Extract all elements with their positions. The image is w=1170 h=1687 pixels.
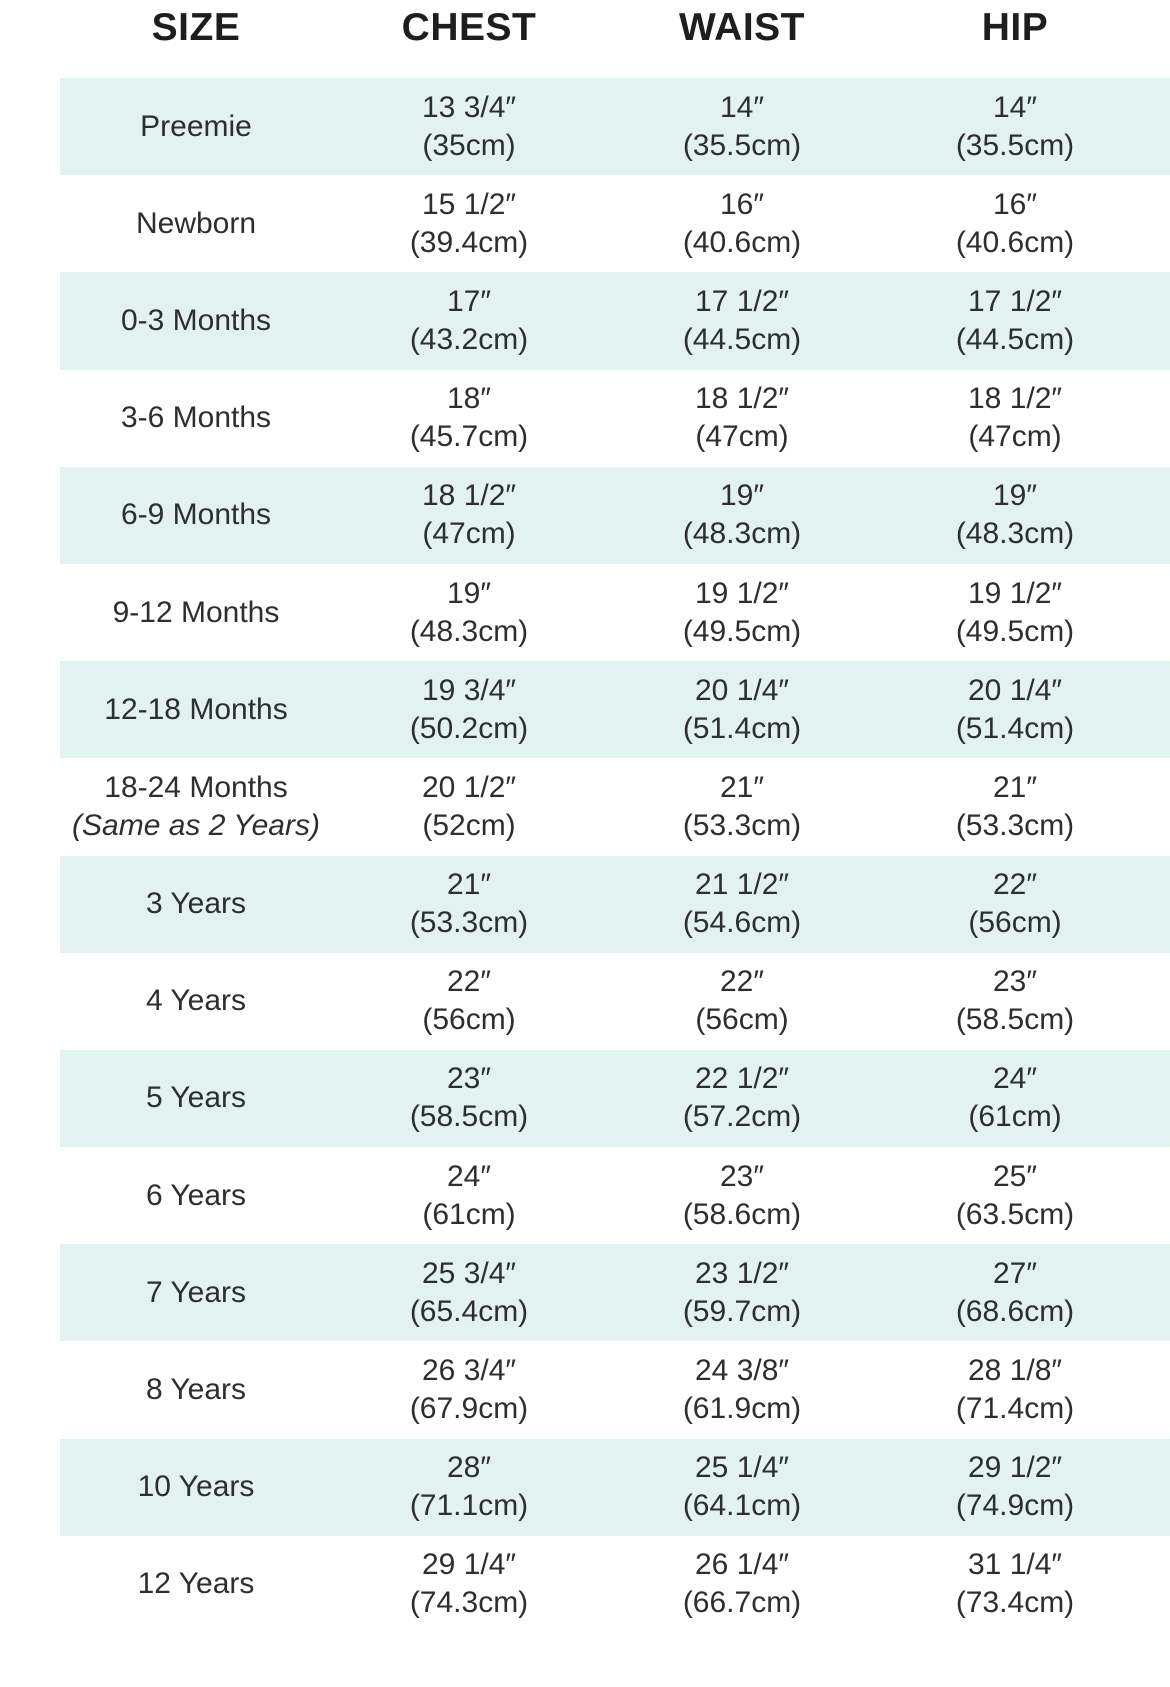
size-cell	[60, 370, 332, 467]
size-label: 0-3 Months	[120, 303, 272, 337]
chest-inches: 23″	[447, 1062, 491, 1096]
waist-cell	[606, 272, 878, 369]
size-label: 18-24 Months	[104, 770, 288, 804]
chest-inches: 29 1/4″	[421, 1548, 517, 1582]
chest-cm: (35cm)	[422, 128, 516, 162]
chest-inches: 21″	[447, 868, 491, 902]
waist-inches: 18 1/2″	[694, 382, 790, 416]
hip-cm: (44.5cm)	[955, 322, 1075, 356]
table-row	[60, 953, 1170, 1050]
size-cell	[60, 661, 332, 758]
size-chart-table	[60, 78, 1170, 1633]
chest-cell	[333, 758, 605, 855]
waist-cm: (57.2cm)	[682, 1100, 802, 1134]
hip-cm: (53.3cm)	[955, 808, 1075, 842]
chest-cell	[333, 272, 605, 369]
chest-cell	[333, 1439, 605, 1536]
hip-inches: 17 1/2″	[967, 284, 1063, 318]
waist-inches: 19 1/2″	[694, 576, 790, 610]
waist-cell	[606, 1536, 878, 1633]
table-row	[60, 78, 1170, 175]
size-cell	[60, 1244, 332, 1341]
size-label: 6 Years	[145, 1178, 247, 1212]
table-row	[60, 467, 1170, 564]
header-waist: WAIST	[679, 6, 805, 49]
hip-inches: 29 1/2″	[967, 1451, 1063, 1485]
hip-cell	[879, 758, 1151, 855]
waist-inches: 17 1/2″	[694, 284, 790, 318]
chest-cm: (43.2cm)	[409, 322, 529, 356]
chest-inches: 13 3/4″	[421, 90, 517, 124]
waist-cm: (58.6cm)	[682, 1197, 802, 1231]
hip-cm: (61cm)	[968, 1100, 1062, 1134]
hip-cm: (74.9cm)	[955, 1489, 1075, 1523]
waist-cell	[606, 1147, 878, 1244]
size-cell	[60, 1050, 332, 1147]
hip-inches: 16″	[993, 187, 1037, 221]
chest-cm: (48.3cm)	[409, 614, 529, 648]
size-cell	[60, 953, 332, 1050]
waist-cell	[606, 564, 878, 661]
hip-inches: 24″	[993, 1062, 1037, 1096]
waist-cell	[606, 758, 878, 855]
hip-inches: 23″	[993, 965, 1037, 999]
waist-cm: (53.3cm)	[682, 808, 802, 842]
table-row	[60, 1147, 1170, 1244]
waist-cell	[606, 1439, 878, 1536]
table-row	[60, 175, 1170, 272]
waist-cm: (66.7cm)	[682, 1586, 802, 1620]
hip-cm: (51.4cm)	[955, 711, 1075, 745]
chest-cm: (58.5cm)	[409, 1100, 529, 1134]
size-cell	[60, 272, 332, 369]
hip-cell	[879, 1341, 1151, 1438]
hip-cell	[879, 1147, 1151, 1244]
waist-cm: (40.6cm)	[682, 225, 802, 259]
waist-inches: 14″	[720, 90, 764, 124]
waist-cm: (59.7cm)	[682, 1294, 802, 1328]
hip-inches: 22″	[993, 868, 1037, 902]
hip-cm: (73.4cm)	[955, 1586, 1075, 1620]
chest-cm: (65.4cm)	[409, 1294, 529, 1328]
waist-cell	[606, 1050, 878, 1147]
size-cell	[60, 1439, 332, 1536]
header-size: SIZE	[151, 6, 241, 49]
chest-cell	[333, 564, 605, 661]
chest-cell	[333, 467, 605, 564]
table-row	[60, 1050, 1170, 1147]
hip-cell	[879, 1050, 1151, 1147]
hip-cell	[879, 1439, 1151, 1536]
chest-inches: 22″	[447, 965, 491, 999]
hip-cm: (49.5cm)	[955, 614, 1075, 648]
hip-cm: (58.5cm)	[955, 1003, 1075, 1037]
hip-cell	[879, 564, 1151, 661]
chest-cm: (47cm)	[422, 517, 516, 551]
size-cell	[60, 1147, 332, 1244]
hip-cm: (68.6cm)	[955, 1294, 1075, 1328]
waist-inches: 21 1/2″	[694, 868, 790, 902]
hip-cell	[879, 1244, 1151, 1341]
chest-inches: 28″	[447, 1451, 491, 1485]
waist-inches: 26 1/4″	[694, 1548, 790, 1582]
hip-inches: 14″	[993, 90, 1037, 124]
hip-cell	[879, 467, 1151, 564]
size-label: 6-9 Months	[120, 498, 272, 532]
chest-inches: 18″	[447, 382, 491, 416]
table-row	[60, 1439, 1170, 1536]
hip-cell	[879, 78, 1151, 175]
hip-cell	[879, 661, 1151, 758]
size-label: Newborn	[135, 206, 257, 240]
hip-inches: 31 1/4″	[967, 1548, 1063, 1582]
waist-cell	[606, 370, 878, 467]
waist-cm: (47cm)	[695, 420, 789, 454]
chest-inches: 25 3/4″	[421, 1256, 517, 1290]
hip-cm: (35.5cm)	[955, 128, 1075, 162]
waist-cell	[606, 1341, 878, 1438]
hip-inches: 19″	[993, 479, 1037, 513]
chest-cell	[333, 1147, 605, 1244]
hip-inches: 19 1/2″	[967, 576, 1063, 610]
size-label: 12 Years	[137, 1567, 255, 1601]
chest-cell	[333, 856, 605, 953]
size-label: 10 Years	[137, 1470, 255, 1504]
waist-inches: 22 1/2″	[694, 1062, 790, 1096]
chest-cell	[333, 78, 605, 175]
size-label: 3-6 Months	[120, 401, 272, 435]
waist-inches: 23 1/2″	[694, 1256, 790, 1290]
hip-inches: 20 1/4″	[967, 673, 1063, 707]
size-label: 7 Years	[145, 1275, 247, 1309]
header-hip: HIP	[981, 6, 1049, 49]
waist-cm: (64.1cm)	[682, 1489, 802, 1523]
waist-inches: 20 1/4″	[694, 673, 790, 707]
waist-inches: 16″	[720, 187, 764, 221]
table-row	[60, 272, 1170, 369]
waist-cm: (51.4cm)	[682, 711, 802, 745]
table-row	[60, 564, 1170, 661]
table-row	[60, 1341, 1170, 1438]
size-label: 8 Years	[145, 1373, 247, 1407]
table-header	[0, 0, 1170, 58]
size-label: 3 Years	[145, 887, 247, 921]
size-label: 12-18 Months	[104, 692, 288, 726]
chest-inches: 26 3/4″	[421, 1354, 517, 1388]
chest-cell	[333, 1536, 605, 1633]
size-label: Preemie	[140, 109, 252, 143]
waist-inches: 24 3/8″	[694, 1354, 790, 1388]
chest-cell	[333, 661, 605, 758]
size-label: 4 Years	[145, 984, 247, 1018]
hip-cell	[879, 1536, 1151, 1633]
hip-cm: (71.4cm)	[955, 1392, 1075, 1426]
table-row	[60, 370, 1170, 467]
chest-cell	[333, 953, 605, 1050]
chest-cell	[333, 1341, 605, 1438]
hip-cell	[879, 272, 1151, 369]
hip-cm: (56cm)	[968, 906, 1062, 940]
waist-cm: (54.6cm)	[682, 906, 802, 940]
table-row	[60, 1244, 1170, 1341]
chest-cell	[333, 175, 605, 272]
waist-inches: 22″	[720, 965, 764, 999]
size-cell	[60, 1536, 332, 1633]
chest-cell	[333, 370, 605, 467]
waist-cm: (49.5cm)	[682, 614, 802, 648]
waist-cell	[606, 661, 878, 758]
waist-cell	[606, 1244, 878, 1341]
chest-cm: (39.4cm)	[409, 225, 529, 259]
size-label: 9-12 Months	[112, 595, 280, 629]
size-cell	[60, 1341, 332, 1438]
chest-cm: (71.1cm)	[409, 1489, 529, 1523]
waist-inches: 19″	[720, 479, 764, 513]
chest-cm: (67.9cm)	[409, 1392, 529, 1426]
waist-cell	[606, 78, 878, 175]
chest-cm: (45.7cm)	[409, 420, 529, 454]
waist-cm: (44.5cm)	[682, 322, 802, 356]
table-row	[60, 661, 1170, 758]
hip-cell	[879, 175, 1151, 272]
hip-inches: 25″	[993, 1159, 1037, 1193]
header-chest: CHEST	[401, 6, 537, 49]
chest-inches: 15 1/2″	[421, 187, 517, 221]
size-cell	[60, 758, 332, 855]
waist-cm: (48.3cm)	[682, 517, 802, 551]
size-note: (Same as 2 Years)	[72, 808, 320, 842]
waist-cm: (35.5cm)	[682, 128, 802, 162]
hip-cell	[879, 370, 1151, 467]
chest-cm: (52cm)	[422, 808, 516, 842]
hip-inches: 28 1/8″	[967, 1354, 1063, 1388]
waist-cell	[606, 953, 878, 1050]
chest-cm: (56cm)	[422, 1003, 516, 1037]
waist-cm: (61.9cm)	[682, 1392, 802, 1426]
table-row	[60, 758, 1170, 855]
chest-cm: (50.2cm)	[409, 711, 529, 745]
size-cell	[60, 175, 332, 272]
waist-cell	[606, 467, 878, 564]
table-row	[60, 1536, 1170, 1633]
hip-cm: (40.6cm)	[955, 225, 1075, 259]
chest-inches: 20 1/2″	[421, 770, 517, 804]
size-label: 5 Years	[145, 1081, 247, 1115]
chest-inches: 18 1/2″	[421, 479, 517, 513]
chest-inches: 24″	[447, 1159, 491, 1193]
chest-inches: 19″	[447, 576, 491, 610]
size-cell	[60, 564, 332, 661]
chest-cell	[333, 1050, 605, 1147]
hip-inches: 21″	[993, 770, 1037, 804]
hip-cm: (63.5cm)	[955, 1197, 1075, 1231]
size-cell	[60, 78, 332, 175]
table-row	[60, 856, 1170, 953]
hip-inches: 27″	[993, 1256, 1037, 1290]
waist-cm: (56cm)	[695, 1003, 789, 1037]
hip-inches: 18 1/2″	[967, 382, 1063, 416]
chest-inches: 19 3/4″	[421, 673, 517, 707]
size-cell	[60, 467, 332, 564]
chest-cm: (74.3cm)	[409, 1586, 529, 1620]
chest-cm: (53.3cm)	[409, 906, 529, 940]
waist-inches: 21″	[720, 770, 764, 804]
chest-cm: (61cm)	[422, 1197, 516, 1231]
hip-cell	[879, 953, 1151, 1050]
waist-inches: 25 1/4″	[694, 1451, 790, 1485]
waist-cell	[606, 175, 878, 272]
chest-inches: 17″	[447, 284, 491, 318]
waist-cell	[606, 856, 878, 953]
size-cell	[60, 856, 332, 953]
hip-cm: (48.3cm)	[955, 517, 1075, 551]
waist-inches: 23″	[720, 1159, 764, 1193]
chest-cell	[333, 1244, 605, 1341]
hip-cm: (47cm)	[968, 420, 1062, 454]
hip-cell	[879, 856, 1151, 953]
